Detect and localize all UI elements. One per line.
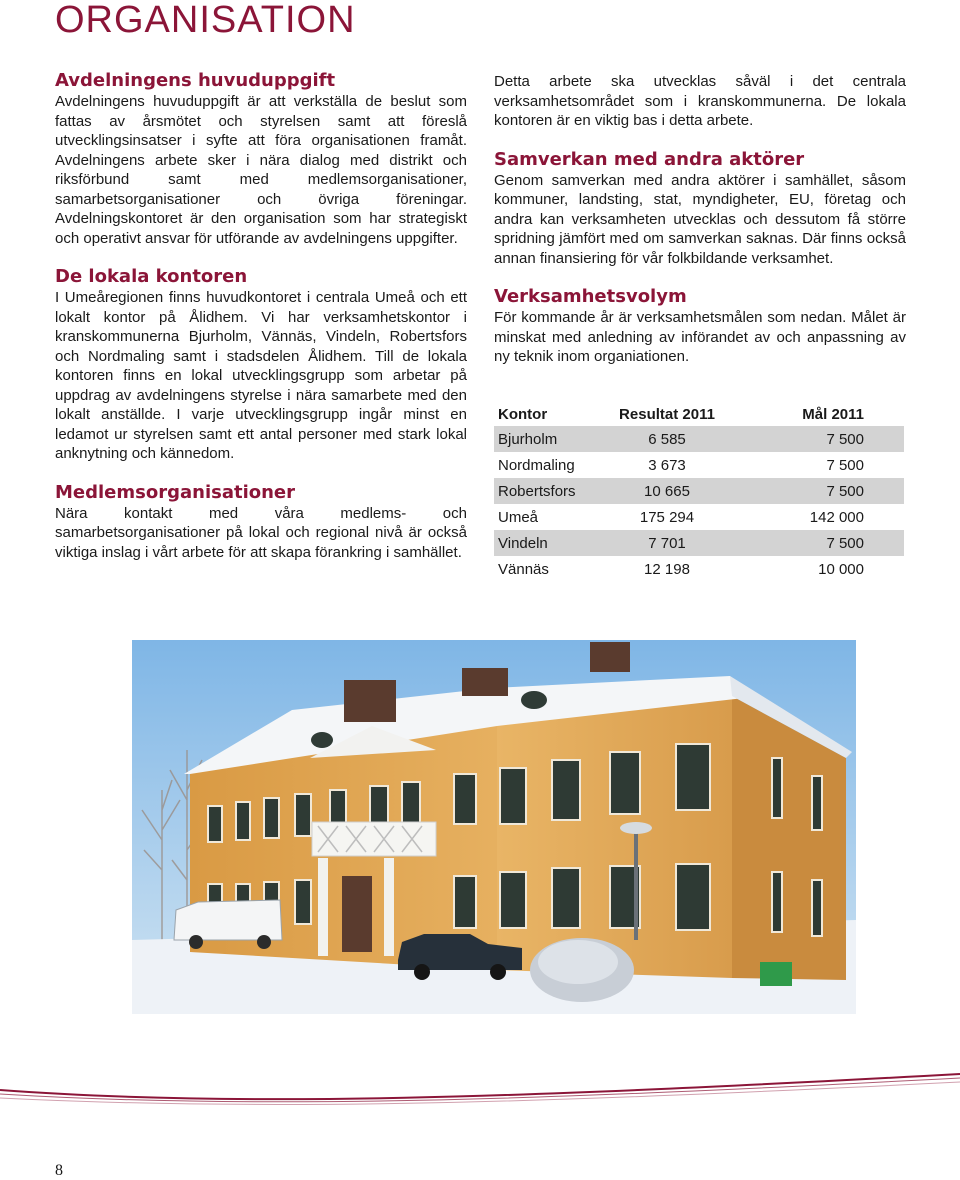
page-title: ORGANISATION (55, 0, 356, 41)
cell-mal: 7 500 (826, 456, 864, 474)
section-body-medlemsorganisationer: Nära kontakt med våra medlems- och samarbetsorganisationer på lokal och regional nivå är också viktiga inslag i vårt arbete för att skapa förankring i samhället. (55, 504, 467, 561)
table-row (494, 478, 904, 504)
cell-mal: 10 000 (818, 560, 864, 578)
cell-resultat: 7 701 (648, 534, 686, 552)
intro-paragraph: Detta arbete ska utvecklas såväl i det centrala verksamhetsområdet som i kranskommunerna. De lokala kontoren är en viktig bas i detta arbete. (494, 73, 906, 129)
header-kontor: Kontor (498, 405, 548, 423)
cell-resultat: 10 665 (644, 482, 690, 500)
cell-resultat: 6 585 (648, 430, 686, 448)
building-illustration (132, 640, 856, 1014)
section-body-huvuduppgift: Avdelningens huvuduppgift är att verkställa de beslut som fattas av årsmötet och styrelsen samt att föreslå utvecklingsinsatser i syfte att föra organisationen framåt. Avdelningens arbete sker i nära dialog med distrikt och riksförbund samt med medlemsorganisationer, samarbetsorganisationer och övriga föreningar. Avdelningskontoret är den organisation som har strategiskt och operativt ansvar för utförande av avdelningens uppgifter. (55, 93, 467, 247)
cell-kontor: Vännäs (498, 560, 549, 578)
section-heading-lokala-kontoren: De lokala kontoren (55, 266, 248, 287)
cell-resultat: 12 198 (644, 560, 690, 578)
cell-kontor: Nordmaling (498, 456, 575, 474)
volume-table (494, 402, 904, 582)
page-number: 8 (55, 1162, 63, 1179)
table-row (494, 426, 904, 452)
section-body-samverkan: Genom samverkan med andra aktörer i samhället, såsom kommuner, landsting, stat, myndigheter, EU, företag och andra kan verksamheten utvecklas och dessutom få större spridning jämfört med om samverkan saknas. Där finns också annan finansiering för vår folkbildande verksamhet. (494, 171, 906, 267)
section-heading-medlemsorganisationer: Medlemsorganisationer (55, 481, 296, 503)
cell-kontor: Robertsfors (498, 482, 576, 500)
cell-kontor: Vindeln (498, 534, 548, 552)
cell-kontor: Bjurholm (498, 430, 558, 448)
header-resultat: Resultat 2011 (619, 405, 715, 423)
section-heading-huvuduppgift: Avdelningens huvuduppgift (55, 70, 336, 91)
cell-resultat: 3 673 (648, 456, 686, 474)
cell-mal: 7 500 (826, 430, 864, 448)
cell-mal: 7 500 (826, 482, 864, 500)
section-body-lokala-kontoren: I Umeåregionen finns huvudkontoret i centrala Umeå och ett lokalt kontor på Ålidhem. Vi har verksamhetskontor i kranskommunerna Bjurholm, Vännäs, Vindeln, Robertsfors och Nordmaling samt i stadsdelen Ålidhem. Till de lokala kontoren finns en lokal utvecklingsgrupp som arbetar på uppdrag av avdelningens styrelse i nära samarbete med den lokalt anställde. I varje utvecklingsgrupp ingår minst en ledamot ur styrelsen samt ett antal personer med stark lokal anknytning och kännedom. (55, 289, 467, 462)
decorative-wave (0, 1068, 960, 1118)
left-column (55, 70, 467, 580)
table-row (494, 504, 904, 530)
header-mal: Mål 2011 (802, 405, 864, 423)
table-row (494, 452, 904, 478)
table-header (494, 402, 904, 426)
right-column (494, 70, 906, 385)
table-row (494, 530, 904, 556)
cell-mal: 142 000 (809, 508, 864, 526)
building-photo (132, 640, 856, 1014)
cell-mal: 7 500 (826, 534, 864, 552)
table-row (494, 556, 904, 582)
cell-resultat: 175 294 (639, 508, 695, 526)
section-heading-verksamhetsvolym: Verksamhetsvolym (494, 286, 687, 307)
section-body-verksamhetsvolym: För kommande år är verksamhetsmålen som nedan. Målet är minskat med anledning av införandet av och anpassning av ny teknik inom organiationen. (494, 309, 906, 365)
cell-kontor: Umeå (498, 508, 539, 526)
section-heading-samverkan: Samverkan med andra aktörer (494, 148, 805, 170)
